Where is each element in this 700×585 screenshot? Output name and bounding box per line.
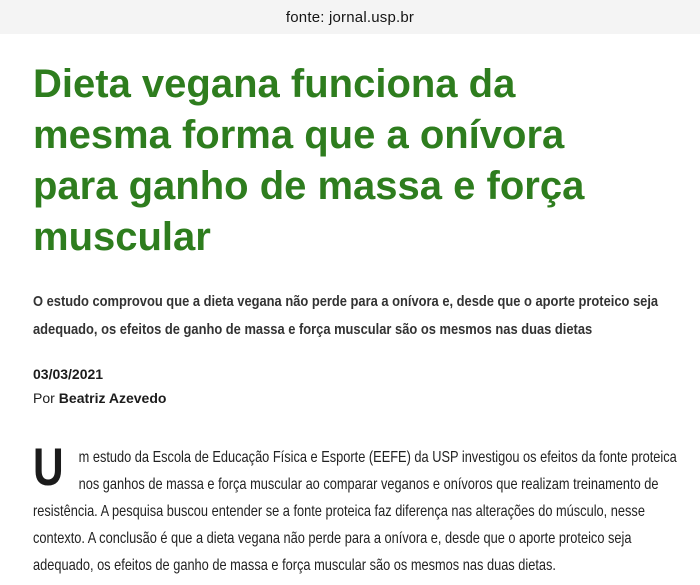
article <box>0 59 700 579</box>
article-title-line: mesma forma que a onívora <box>33 113 565 157</box>
article-title <box>33 59 672 263</box>
publish-date: 03/03/2021 <box>33 366 104 382</box>
author-name: Beatriz Azevedo <box>58 390 167 406</box>
article-body-line: m estudo da Escola de Educação Física e Esporte (EEFE) da USP investigou os efeitos da fonte proteica <box>78 449 677 466</box>
article-subtitle-line: adequado, os efeitos de ganho de massa e força muscular são os mesmos nas duas dietas <box>33 321 593 338</box>
article-body <box>33 438 677 579</box>
source-bar <box>0 0 700 34</box>
article-title-line: muscular <box>33 215 211 259</box>
article-body-line: adequado, os efeitos de ganho de massa e força muscular são os mesmos nas duas dietas. <box>33 557 556 574</box>
article-title-line: para ganho de massa e força <box>33 164 585 208</box>
byline-prefix: Por <box>33 390 55 406</box>
article-meta <box>33 365 672 407</box>
source-label: fonte: jornal.usp.br <box>285 8 415 26</box>
article-body-line: nos ganhos de massa e força muscular ao comparar veganos e onívoros que realizam treinamento de <box>78 476 659 493</box>
article-body-line: contexto. A conclusão é que a dieta vegana não perde para a onívora e, desde que o aporte proteico seja <box>33 530 632 547</box>
article-body-line: resistência. A pesquisa buscou entender se a fonte proteica faz diferença nas alterações do músculo, nesse <box>33 503 645 520</box>
article-title-line: Dieta vegana funciona da <box>33 62 516 106</box>
article-subtitle-line: O estudo comprovou que a dieta vegana não perde para a onívora e, desde que o aporte proteico seja <box>33 293 659 310</box>
drop-cap: U <box>33 438 64 497</box>
byline <box>33 389 672 407</box>
article-subtitle <box>33 288 669 344</box>
